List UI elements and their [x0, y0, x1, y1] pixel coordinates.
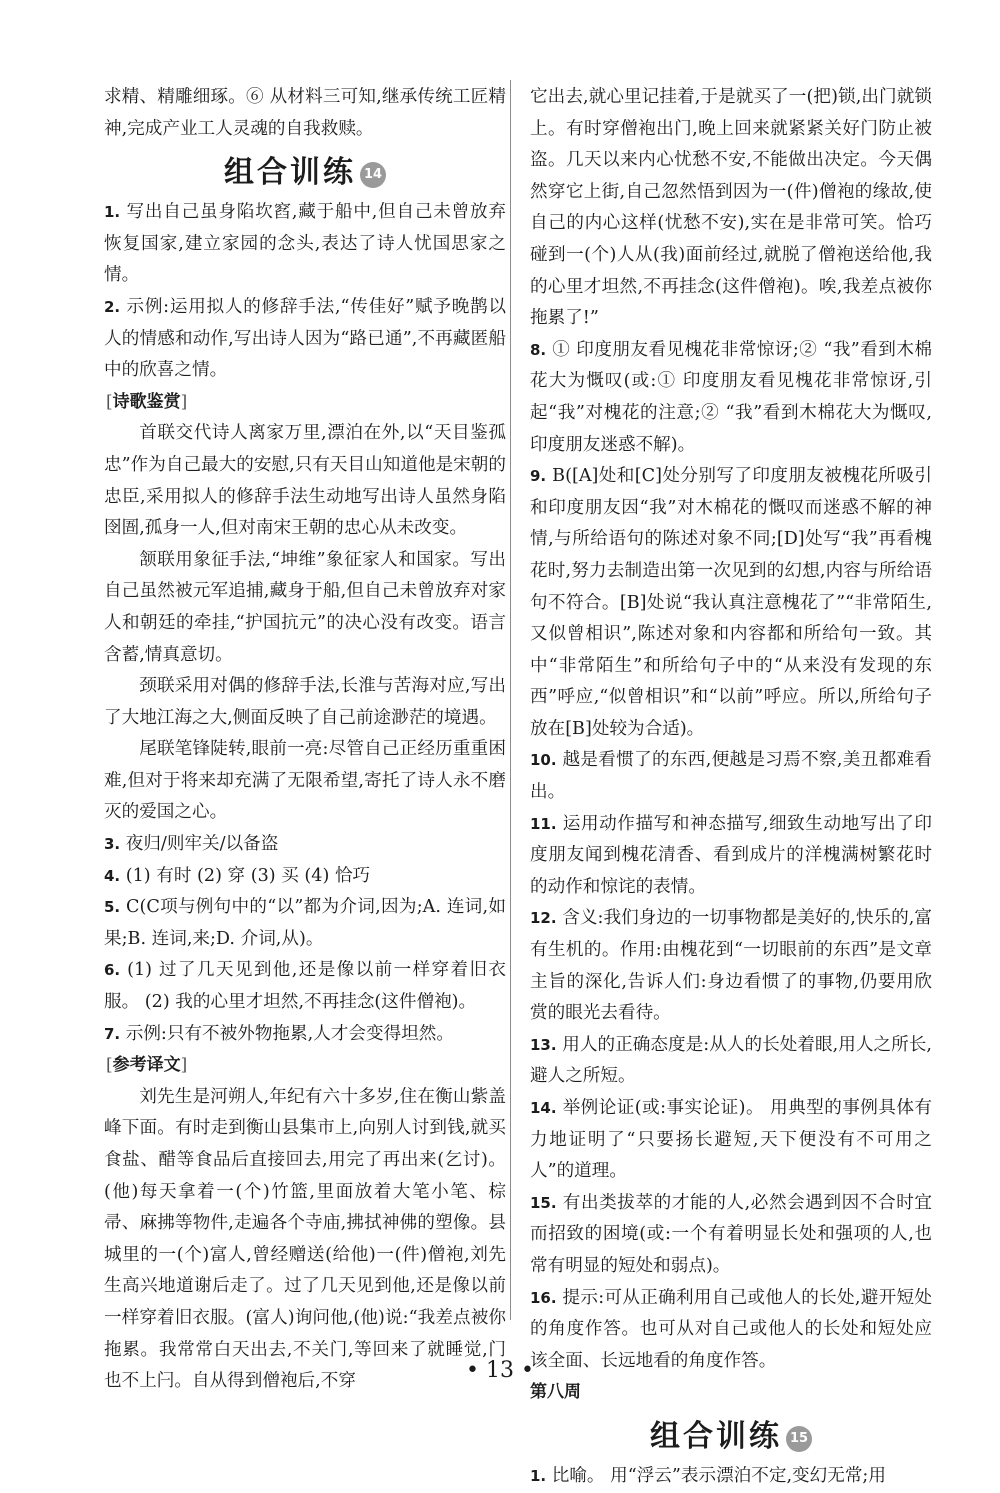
- section-title-15: [530, 1415, 932, 1459]
- poem-paragraph: 首联交代诗人离家万里,漂泊在外,以“天目鉴孤忠”作为自己最大的安慰,只有天目山知道他是宋朝的忠臣,采用拟人的修辞手法生动地写出诗人虽然身陷囹圄,孤身一人,但对南宋王朝的忠心从未改变。: [104, 423, 506, 539]
- answer-item: 9. B([A]处和[C]处分别写了印度朋友被槐花所吸引和印度朋友因“我”对木棉花的慨叹而迷惑不解的神情,与所给语句的陈述对象不同;[D]处写“我”再看槐花时,努力去制造出第一次见到的幻想,内容与所给语句不符合。[B]处说“我认真注意槐花了”“非常陌生,又似曾相识”,陈述对象和内容都和所给句一致。其中“非常陌生”和所给句子中的“从来没有发现的东西”呼应,“似曾相识”和“以前”呼应。所以,所给句子放在[B]处较为合适)。: [530, 466, 933, 739]
- left-column: [104, 82, 506, 1398]
- answer-item: 4. (1) 有时 (2) 穿 (3) 买 (4) 恰巧: [104, 865, 371, 886]
- section-title-14: [104, 151, 506, 195]
- answer-item: 8. ① 印度朋友看见槐花非常惊讶;② “我”看到木棉花大为慨叹(或:① 印度朋友看见槐花非常惊讶,引起“我”对槐花的注意;② “我”看到木棉花大为慨叹,印度朋友迷惑不解)。: [530, 339, 932, 455]
- translation-paragraph: 刘先生是河朔人,年纪有六十多岁,住在衡山紫盖峰下面。有时走到衡山县集市上,向别人讨到钱,就买食盐、醋等食品后直接回去,用完了再出来(乞讨)。(他)每天拿着一(个)竹篮,里面放着大笔小笔、棕帚、麻拂等物件,走遍各个寺庙,拂拭神佛的塑像。县城里的一(个)富人,曾经赠送(给他)一(件)僧袍,刘先生高兴地道谢后走了。过了几天见到他,还是像以前一样穿着旧衣服。(富人)询问他,(他)说:“我差点被你拖累。我常常白天出去,不关门,等回来了就睡觉,门也不上闩。自从得到僧袍后,不穿: [104, 1086, 506, 1392]
- poem-paragraph: 颔联用象征手法,“坤维”象征家人和国家。写出自己虽然被元军追捕,藏身于船,但自己未曾放弃对家人和朝廷的牵挂,“护国抗元”的决心没有改变。语言含蓄,情真意切。: [104, 549, 506, 665]
- answer-item: 16. 提示:可从正确利用自己或他人的长处,避开短处的角度作答。也可从对自己或他人的长处和短处应该全面、长远地看的角度作答。: [530, 1287, 932, 1371]
- answer-item: 1. 比喻。 用“浮云”表示漂泊不定,变幻无常;用: [530, 1465, 886, 1486]
- answer-item: 3. 夜归/则牢关/以备盗: [104, 834, 279, 855]
- answer-item: 12. 含义:我们身边的一切事物都是美好的,快乐的,富有生机的。作用:由槐花到“一切眼前的东西”是文章主旨的深化,告诉人们:身边看惯了的事物,仍要用欣赏的眼光去看待。: [530, 908, 933, 1024]
- section-title-text: 组合训练: [224, 155, 356, 191]
- label-reference-translation: [参考译文]: [106, 1055, 188, 1076]
- page-number: • 13 •: [466, 1358, 534, 1383]
- section-badge: 14: [360, 162, 386, 188]
- answer-item: 1. 写出自己虽身陷坎窞,藏于船中,但自己未曾放弃恢复国家,建立家园的念头,表达了诗人忧国思家之情。: [104, 202, 506, 286]
- answer-item: 15. 有出类拔萃的才能的人,必然会遇到因不合时宜而招致的困境(或:一个有着明显长处和强项的人,也常有明显的短处和弱点)。: [530, 1192, 932, 1276]
- poem-paragraph: 颈联采用对偶的修辞手法,长淮与苦海对应,写出了大地江海之大,侧面反映了自己前途渺茫的境遇。: [104, 676, 506, 728]
- answer-item: 7. 示例:只有不被外物拖累,人才会变得坦然。: [104, 1023, 454, 1044]
- answer-item: 11. 运用动作描写和神态描写,细致生动地写出了印度朋友闻到槐花清香、看到成片的洋槐满树繁花时的动作和惊诧的表情。: [530, 813, 932, 897]
- translation-continued: 它出去,就心里记挂着,于是就买了一(把)锁,出门就锁上。有时穿僧袍出门,晚上回来就紧紧关好门防止被盗。几天以来内心忧愁不安,不能做出决定。今天偶然穿它上街,自己忽然悟到因为一(件)僧袍的缘故,使自己的内心这样(忧愁不安),实在是非常可笑。恰巧碰到一(个)人从(我)面前经过,就脱了僧袍送给他,我的心里才坦然,不再挂念(这件僧袍)。唉,我差点被你拖累了!”: [530, 87, 932, 329]
- answer-item: 10. 越是看惯了的东西,便越是习焉不察,美丑都难看出。: [530, 750, 933, 803]
- answer-item: 14. 举例论证(或:事实论证)。 用典型的事例具体有力地证明了“只要扬长避短,天下便没有不可用之人”的道理。: [530, 1098, 932, 1182]
- week-heading: 第八周: [530, 1382, 581, 1403]
- right-column: [530, 82, 932, 1493]
- section-badge: 15: [786, 1426, 812, 1452]
- label-poem-appreciation: [诗歌鉴赏]: [106, 391, 188, 412]
- answer-item: 6. (1) 过了几天见到他,还是像以前一样穿着旧衣服。 (2) 我的心里才坦然,不再挂念(这件僧袍)。: [104, 960, 507, 1013]
- answer-item: 5. C(C项与例句中的“以”都为介词,因为;A. 连词,如果;B. 连词,来;D. 介词,从)。: [104, 897, 507, 949]
- answer-item: 13. 用人的正确态度是:从人的长处着眼,用人之所长,避人之所短。: [530, 1034, 933, 1087]
- intro-paragraph: 求精、精雕细琢。⑥ 从材料三可知,继承传统工匠精神,完成产业工人灵魂的自我救赎。: [104, 87, 506, 139]
- answer-item: 2. 示例:运用拟人的修辞手法,“传佳好”赋予晚鹊以人的情感和动作,写出诗人因为“路已通”,不再藏匿船中的欣喜之情。: [104, 296, 506, 381]
- section-title-text: 组合训练: [650, 1418, 782, 1454]
- poem-paragraph: 尾联笔锋陡转,眼前一亮:尽管自己正经历重重困难,但对于将来却充满了无限希望,寄托了诗人永不磨灭的爱国之心。: [104, 739, 506, 823]
- column-divider: [510, 80, 511, 1320]
